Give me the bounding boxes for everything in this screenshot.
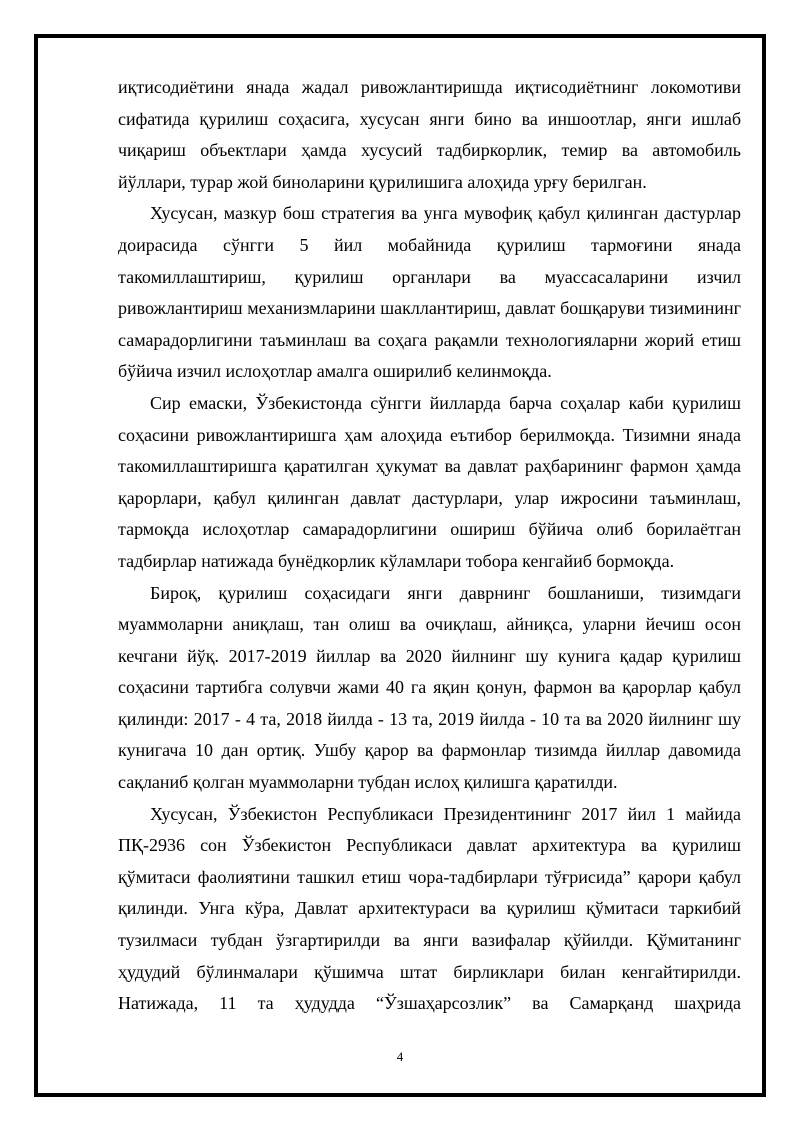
paragraph-4: Бироқ, қурилиш соҳасидаги янги даврнинг бошланиши, тизимдаги муаммоларни аниқлаш, тан олиш ва очиқлаш, айниқса, уларни йечиш осон кечгани йўқ. 2017-2019 йиллар ва 2020 йилнинг шу кунига қадар қурилиш соҳасини тартибга солувчи жами 40 га яқин қонун, фармон ва қарорлар қабул қилинди: 2017 - 4 та, 2018 йилда - 13 та, 2019 йилда - 10 та ва 2020 йилнинг шу кунигача 10 дан ортиқ. Ушбу қарор ва фармонлар тизимда йиллар давомида сақланиб қолган муаммоларни тубдан ислоҳ қилишга қаратилди. xyxy=(118,582,741,793)
document-body xyxy=(118,72,741,1020)
paragraph-5: Хусусан, Ўзбекистон Республикаси Президентининг 2017 йил 1 майида ПҚ-2936 сон Ўзбекистон Республикаси давлат архитектура ва қурилиш қўмитаси фаолиятини ташкил етиш чора-тадбирлари тўғрисида” қарори қабул қилинди. Унга кўра, Давлат архитектураси ва қурилиш қўмитаси таркибий тузилмаси тубдан ўзгартирилди ва янги вазифалар қўйилди. Қўмитанинг ҳудудий бўлинмалари қўшимча штат бирликлари билан кенгайтирилди. Натижада, 11 та ҳудудда “Ўзшаҳарсозлик” ва Самарқанд шаҳрида xyxy=(118,803,741,1014)
paragraph-1: иқтисодиётини янада жадал ривожлантиришда иқтисодиётнинг локомотиви сифатида қурилиш соҳасига, хусусан янги бино ва иншоотлар, янги ишлаб чиқариш объектлари ҳамда хусусий тадбиркорлик, темир ва автомобиль йўллари, турар жой биноларини қурилишига алоҳида урғу берилган. xyxy=(118,77,741,192)
page-number: 4 xyxy=(396,1049,404,1064)
paragraph-3: Сир емаски, Ўзбекистонда сўнгги йилларда барча соҳалар каби қурилиш соҳасини ривожлантиришга ҳам алоҳида еътибор берилмоқда. Тизимни янада такомиллаштиришга қаратилган ҳукумат ва давлат раҳбарининг фармон ҳамда қарорлари, қабул қилинган давлат дастурлари, улар ижросини таъминлаш, тармоқда ислоҳотлар самарадорлигини ошириш бўйича олиб борилаётган тадбирлар натижада бунёдкорлик кўламлари тобора кенгайиб бормоқда. xyxy=(118,392,741,571)
paragraph-2: Хусусан, мазкур бош стратегия ва унга мувофиқ қабул қилинган дастурлар доирасида сўнгги 5 йил мобайнида қурилиш тармоғини янада такомиллаштириш, қурилиш органлари ва муассасаларини изчил ривожлантириш механизмларини шакллантириш, давлат бошқаруви тизимининг самарадорлигини таъминлаш ва соҳага рақамли технологияларни жорий етиш бўйича изчил ислоҳотлар амалга оширилиб келинмоқда. xyxy=(118,203,741,382)
